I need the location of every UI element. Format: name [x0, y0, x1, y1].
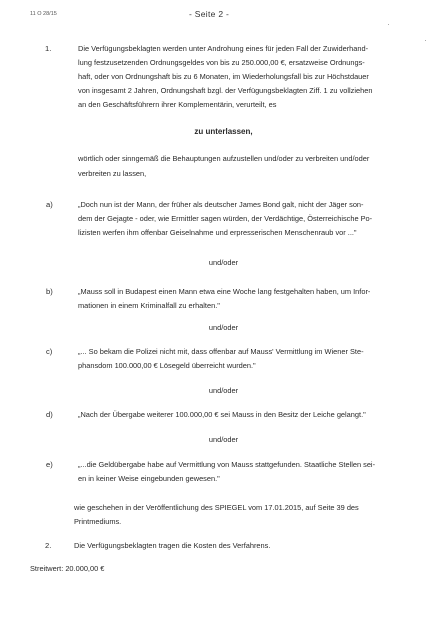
page-number: - Seite 2 -	[189, 9, 230, 19]
item-a-label: a)	[46, 200, 53, 209]
item-c-line: phansdom 100.000,00 € Lösegeld überreicht wurden."	[78, 361, 256, 370]
closing-line: wie geschehen in der Veröffentlichung des SPIEGEL vom 17.01.2015, auf Seite 39 des	[74, 503, 359, 512]
section-1-line: haft, oder von Ordnungshaft bis zu 6 Monaten, im Wiederholungsfall bis zur Höchstdauer	[78, 72, 369, 81]
separator-and-or: und/oder	[208, 258, 239, 267]
section-2-number: 2.	[45, 541, 52, 550]
item-a-line: lizisten werfen ihm offenbar Geiselnahme und erpresserischen Menschenraub vor ..."	[78, 228, 357, 237]
section-1-line: lung festzusetzenden Ordnungsgeldes von bis zu 250.000,00 €, ersatzweise Ordnungs-	[78, 58, 365, 67]
separator-and-or: und/oder	[208, 435, 239, 444]
section-1-line: von insgesamt 2 Jahren, Ordnungshaft bzgl. der Verfügungsbeklagten Ziff. 1 zu vollziehen	[78, 86, 373, 95]
item-e-label: e)	[46, 460, 53, 469]
section-1-line: Die Verfügungsbeklagten werden unter Androhung eines für jeden Fall der Zuwiderhand-	[78, 44, 369, 53]
section-1-line: an den Geschäftsführern ihrer Komplementärin, verurteilt, es	[78, 100, 277, 109]
item-d-label: d)	[46, 410, 53, 419]
item-b-line: „Mauss soll in Budapest einen Mann etwa eine Woche lang festgehalten haben, um Infor-	[78, 287, 371, 296]
closing-line: Printmediums.	[74, 517, 122, 526]
separator-and-or: und/oder	[208, 386, 239, 395]
item-b-line: mationen in einem Kriminalfall zu erhalten."	[78, 301, 220, 310]
injunction-heading: zu unterlassen,	[194, 127, 253, 136]
item-e-line: „...die Geldübergabe habe auf Vermittlung von Mauss stattgefunden. Staatliche Stellen sei-	[78, 460, 376, 469]
item-a-line: dem der Gejagte - oder, wie Ermittler sagen würden, der Verdächtige, Österreichische Po-	[78, 214, 373, 223]
item-e-line: en in keiner Weise eingebunden gewesen."	[78, 474, 220, 483]
item-a-line: „Doch nun ist der Mann, der früher als deutscher James Bond galt, nicht der Jäger son-	[78, 200, 364, 209]
section-1-after-line: verbreiten zu lassen,	[78, 169, 147, 178]
streitwert: Streitwert: 20.000,00 €	[30, 564, 105, 573]
section-1-after-line: wörtlich oder sinngemäß die Behauptungen aufzustellen und/oder zu verbreiten und/oder	[78, 154, 370, 163]
item-b-label: b)	[46, 287, 53, 296]
section-1-number: 1.	[45, 44, 52, 53]
item-c-label: c)	[46, 347, 53, 356]
scan-speck	[388, 24, 389, 25]
item-d-line: „Nach der Übergabe weiterer 100.000,00 € sei Mauss in den Besitz der Leiche gelangt."	[78, 410, 366, 419]
section-2-text: Die Verfügungsbeklagten tragen die Kosten des Verfahrens.	[74, 541, 271, 550]
case-reference: 11 O 28/15	[30, 11, 57, 17]
separator-and-or: und/oder	[208, 323, 239, 332]
scan-speck	[425, 40, 426, 41]
item-c-line: „... So bekam die Polizei nicht mit, dass offenbar auf Mauss' Vermittlung im Wiener Ste-	[78, 347, 364, 356]
